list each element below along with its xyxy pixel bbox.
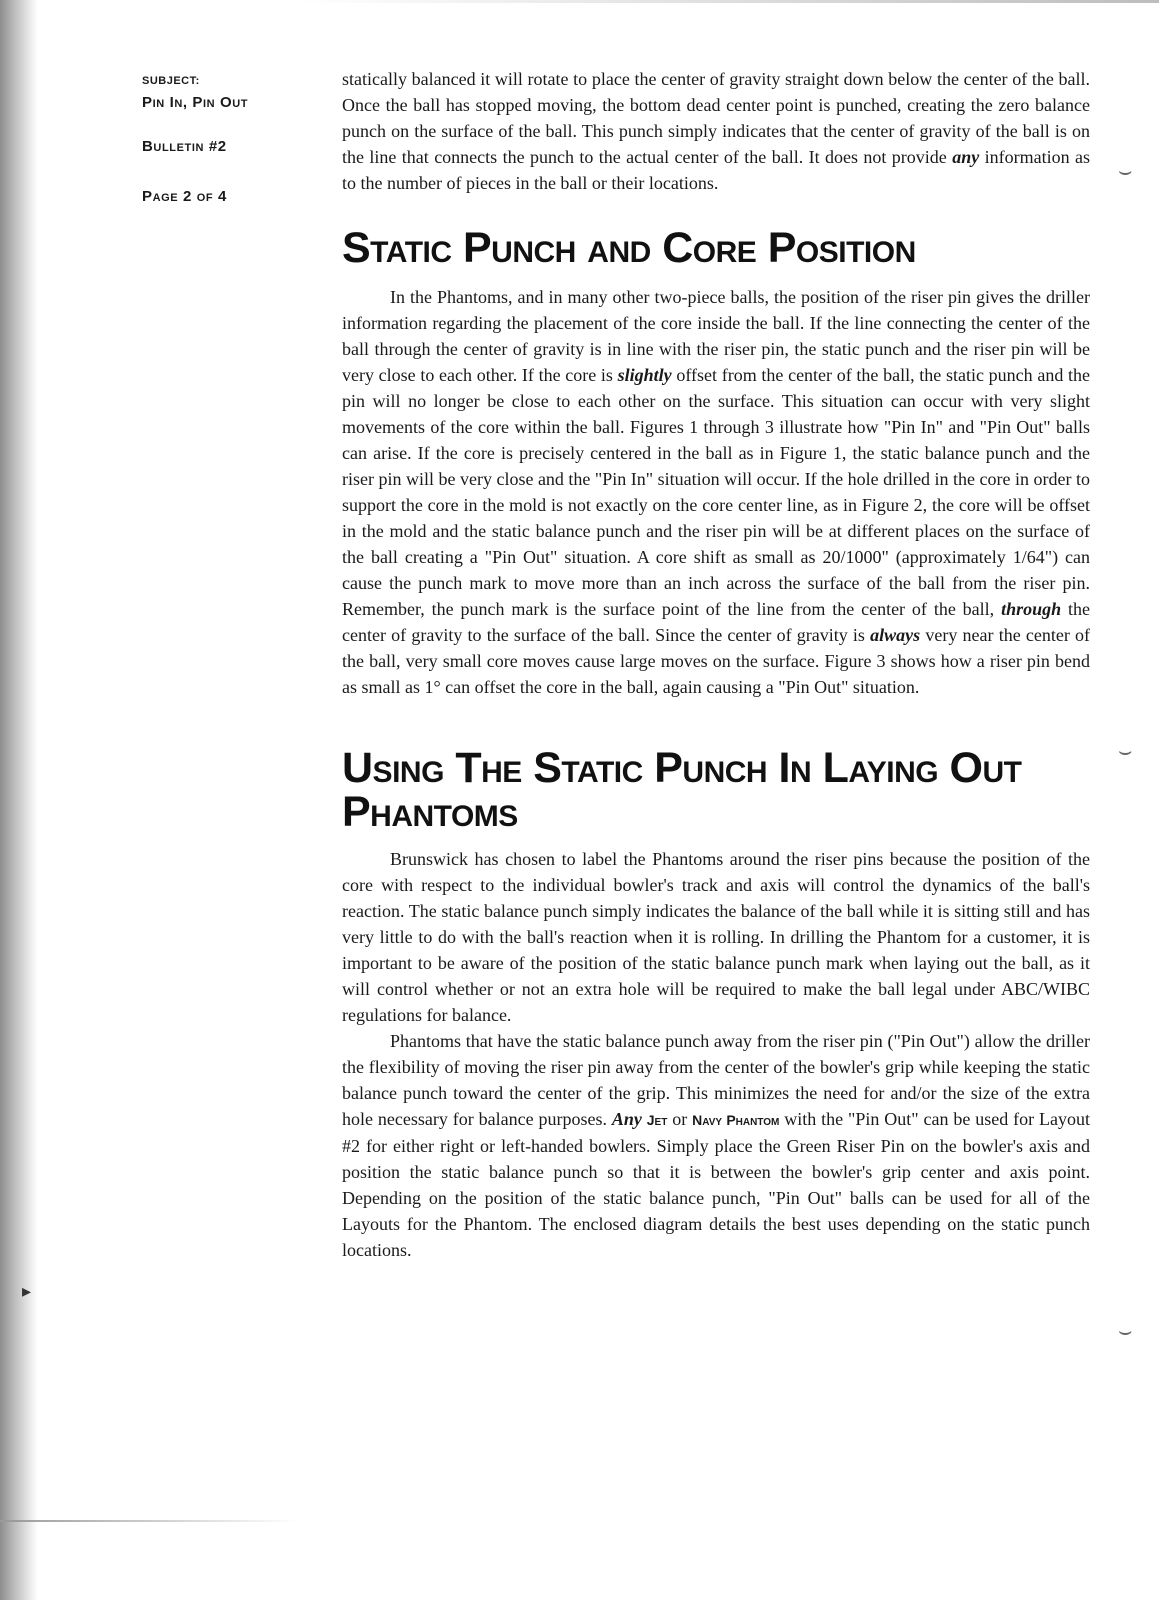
section-heading-static-punch: Static Punch and Core Position	[342, 224, 916, 272]
emphasis-any-2: Any	[611, 1109, 642, 1129]
emphasis-always: always	[870, 625, 921, 645]
emphasis-slightly: slightly	[617, 365, 672, 385]
scan-mark-right-1: ⌣	[1118, 158, 1133, 183]
intro-paragraph: statically balanced it will rotate to place the center of gravity straight down below the center of the ball. Once the ball has stopped moving, the bottom dead center point is punched, creating the zero balance punch on the surface of the ball. This punch simply indicates that the center of gravity of the ball is on the line that connects the punch to the actual center of the ball. It does not provide any information as to the number of pieces in the ball or their locations.	[342, 69, 1090, 193]
scan-bottom-line	[0, 1520, 300, 1522]
section-heading-using-static-punch: Using The Static Punch In Laying Out Phantoms	[342, 744, 1022, 836]
navy-phantom-label: Navy Phantom	[692, 1112, 780, 1128]
subject-value: Pin In, Pin Out	[142, 94, 249, 111]
sidebar	[142, 74, 332, 206]
main-content	[342, 66, 1090, 1263]
bulletin-number: Bulletin #2	[142, 138, 227, 155]
emphasis-through: through	[1001, 599, 1062, 619]
scan-top-shadow	[300, 0, 1159, 3]
page-number: Page 2 of 4	[142, 188, 227, 205]
scan-mark-right-3: ⌣	[1118, 1318, 1133, 1343]
section1-paragraph: In the Phantoms, and in many other two-piece balls, the position of the riser pin gives the driller information regarding the placement of the core inside the ball. If the line connecting the center of the ball through the center of gravity is in line with the riser pin, the static punch and the riser pin will be very close to each other. If the core is slightly offset from the center of the ball, the static punch and the pin will no longer be close to each other on the surface. This situation can occur with very slight movements of the core within the ball. Figures 1 through 3 illustrate how "Pin In" and "Pin Out" balls can arise. If the core is precisely centered in the ball as in Figure 1, the static balance punch and the riser pin will be very close and the "Pin In" situation will occur. If the hole drilled in the core in order to support the core in the mold is not exactly on the core center line, as in Figure 2, the core will be offset in the mold and the static balance punch and the riser pin will be at different places on the surface of the ball creating a "Pin Out" situation. A core shift as small as 20/1000" (approximately 1/64") can cause the punch mark to move more than an inch across the surface of the ball from the riser pin. Remember, the punch mark is the surface point of the line from the center of the ball, through the center of gravity to the surface of the ball. Since the center of gravity is always very near the center of the ball, very small core moves cause large moves on the surface. Figure 3 shows how a riser pin bend as small as 1° can offset the core in the ball, again causing a "Pin Out" situation.	[342, 287, 1091, 697]
section2-paragraph-1: Brunswick has chosen to label the Phantoms around the riser pins because the position of the core with respect to the individual bowler's track and axis will control the dynamics of the ball's reaction. The static balance punch simply indicates the balance of the ball while it is sitting still and has very little to do with the ball's reaction when it is rolling. In drilling the Phantom for a customer, it is important to be aware of the position of the static balance punch mark when laying out the ball, as it will control whether or not an extra hole will be required to make the ball legal under ABC/WIBC regulations for balance.	[342, 849, 1090, 1025]
scan-mark-right-2: ⌣	[1118, 738, 1133, 763]
subject-label: SUBJECT:	[142, 75, 200, 87]
jet-label: Jet	[646, 1112, 668, 1128]
scan-mark-left: ▸	[22, 1281, 32, 1301]
emphasis-any: any	[952, 147, 980, 167]
section2-paragraph-2: Phantoms that have the static balance punch away from the riser pin ("Pin Out") allow the driller the flexibility of moving the riser pin away from the center of the bowler's grip while keeping the static balance punch toward the center of the grip. This minimizes the need for and/or the size of the extra hole necessary for balance purposes. Any Jet or Navy Phantom with the "Pin Out" can be used for Layout #2 for either right or left-handed bowlers. Simply place the Green Riser Pin on the bowler's axis and position the static balance punch so that it is between the bowler's grip center and axis point. Depending on the position of the static balance punch, "Pin Out" balls can be used for all of the Layouts for the Phantom. The enclosed diagram details the best uses depending on the static punch locations.	[342, 1031, 1091, 1260]
scan-edge-shadow	[0, 0, 38, 1600]
